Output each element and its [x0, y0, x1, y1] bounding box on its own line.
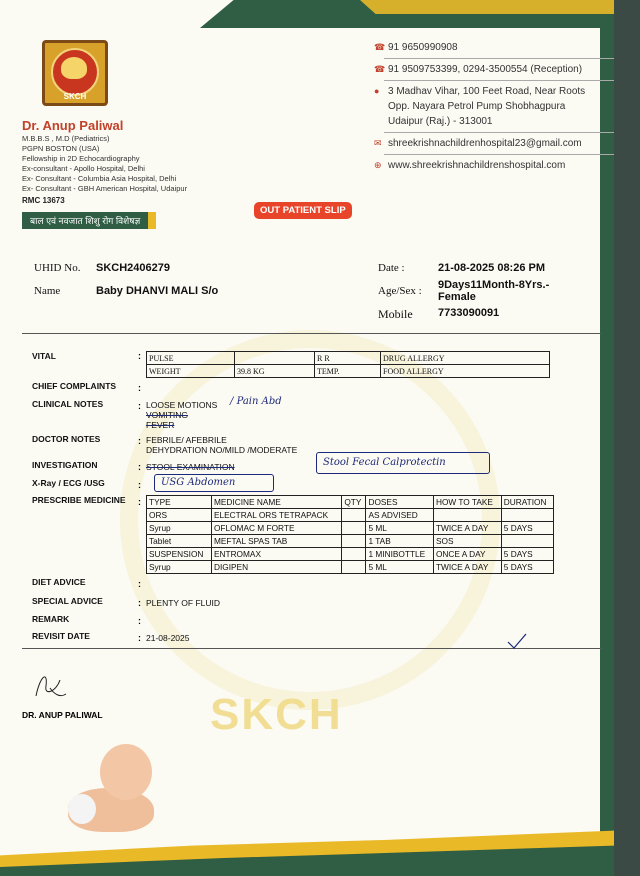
handwritten-investigation: Stool Fecal Calprotectin [316, 452, 490, 474]
table-cell [342, 535, 366, 548]
credential-line: M.B.B.S , M.D (Pediatrics) [22, 134, 110, 143]
table-cell: Syrup [147, 561, 212, 574]
email: shreekrishnachildrenhospital23@gmail.com [388, 138, 582, 149]
phone-icon: ☎ [374, 64, 386, 74]
vital-cell: DRUG ALLERGY [381, 352, 550, 365]
slip-title-badge: OUT PATIENT SLIP [254, 202, 352, 219]
vital-label: VITAL [32, 351, 56, 361]
divider [384, 132, 614, 133]
table-cell: ELECTRAL ORS TETRAPACK [211, 509, 341, 522]
remark-label: REMARK [32, 614, 70, 624]
revisit-label: REVISIT DATE [32, 631, 90, 641]
signature-scribble [30, 666, 70, 702]
note-line: LOOSE MOTIONS [146, 400, 218, 410]
contact-block [374, 40, 614, 175]
table-cell [342, 548, 366, 561]
table-cell: MEFTAL SPAS TAB [211, 535, 341, 548]
table-row [147, 522, 554, 535]
investigation-value: STOOL EXAMINATION [146, 462, 235, 472]
tick-mark [506, 632, 528, 650]
column-header: TYPE [147, 496, 212, 509]
table-cell: OFLOMAC M FORTE [211, 522, 341, 535]
table-row [147, 548, 554, 561]
table-cell: DIGIPEN [211, 561, 341, 574]
website: www.shreekrishnachildrenshospital.com [388, 160, 566, 171]
phone-2: 91 9509753399, 0294-3500554 (Reception) [388, 64, 583, 75]
table-cell: TWICE A DAY [433, 561, 501, 574]
baby-image [68, 744, 160, 834]
table-cell: TWICE A DAY [433, 522, 501, 535]
phone-icon: ☎ [374, 42, 386, 52]
hindi-tagline: बाल एवं नवजात शिशु रोग विशेषज्ञ [22, 212, 156, 229]
vital-cell [235, 352, 315, 365]
table-cell: SOS [433, 535, 501, 548]
agesex-label: Age/Sex : [378, 285, 422, 297]
colon: : [138, 616, 141, 626]
table-cell [342, 522, 366, 535]
prescribe-label: PRESCRIBE MEDICINE [32, 495, 126, 505]
credential-line: Ex- Consultant - Columbia Asia Hospital, Delhi [22, 174, 177, 183]
address-line: Opp. Nayara Petrol Pump Shobhagpura [388, 101, 566, 112]
mobile-value: 7733090091 [438, 307, 500, 319]
globe-icon: ⊕ [374, 160, 382, 170]
name-label: Name [34, 285, 61, 297]
logo-text: SKCH [63, 92, 87, 101]
address [388, 84, 585, 129]
table-row [147, 535, 554, 548]
chief-complaints-label: CHIEF COMPLAINTS [32, 381, 117, 391]
note-line: VOMITING [146, 410, 189, 420]
column-header: DURATION [501, 496, 553, 509]
note-line: DEHYDRATION NO/MILD /MODERATE [146, 445, 298, 455]
sex-value: Female [438, 291, 476, 303]
column-header: DOSES [366, 496, 434, 509]
colon: : [138, 462, 141, 472]
special-advice-label: SPECIAL ADVICE [32, 596, 103, 606]
doctor-name: Dr. Anup Paliwal [22, 118, 124, 133]
colon: : [138, 383, 141, 393]
table-row [147, 365, 550, 378]
vital-cell: PULSE [147, 352, 235, 365]
vital-cell: WEIGHT [147, 365, 235, 378]
divider [384, 154, 614, 155]
doctor-credentials [22, 134, 187, 194]
vital-cell: TEMP. [315, 365, 381, 378]
table-cell [342, 561, 366, 574]
patient-name: Baby DHANVI MALI S/o [96, 285, 219, 297]
table-cell [342, 509, 366, 522]
date-value: 21-08-2025 08:26 PM [438, 262, 546, 274]
table-cell: 5 DAYS [501, 522, 553, 535]
investigation-label: INVESTIGATION [32, 460, 98, 470]
address-line: 3 Madhav Vihar, 100 Feet Road, Near Roots [388, 86, 586, 97]
header-rule [22, 333, 602, 334]
vital-cell: 39.8 KG [235, 365, 315, 378]
column-header: HOW TO TAKE [433, 496, 501, 509]
clinical-notes [146, 400, 217, 430]
table-cell: 1 TAB [366, 535, 434, 548]
diet-advice-label: DIET ADVICE [32, 577, 86, 587]
table-cell: 5 ML [366, 561, 434, 574]
medicine-table [146, 495, 554, 574]
agesex-value [438, 279, 549, 303]
table-cell: 5 ML [366, 522, 434, 535]
table-cell: Syrup [147, 522, 212, 535]
address-line: Udaipur (Raj.) - 313001 [388, 116, 493, 127]
note-line: FEBRILE/ AFEBRILE [146, 435, 227, 445]
doctor-notes-label: DOCTOR NOTES [32, 434, 101, 444]
special-advice-value: PLENTY OF FLUID [146, 598, 220, 608]
divider [384, 58, 614, 59]
handwritten-clinical-note: / Pain Abd [230, 396, 282, 407]
table-cell: 1 MINIBOTTLE [366, 548, 434, 561]
table-cell [501, 535, 553, 548]
location-pin-icon: ● [374, 86, 380, 96]
colon: : [138, 480, 141, 490]
table-cell: ORS [147, 509, 212, 522]
age-value: 9Days11Month-8Yrs.- [438, 279, 550, 291]
baby-head [100, 744, 152, 800]
vital-table [146, 351, 550, 378]
date-label: Date : [378, 262, 405, 274]
table-row [147, 561, 554, 574]
column-header: MEDICINE NAME [211, 496, 341, 509]
mobile-label: Mobile [378, 307, 413, 321]
credential-line: Ex-consultant - Apollo Hospital, Delhi [22, 164, 145, 173]
table-row [147, 352, 550, 365]
table-cell [501, 509, 553, 522]
top-yellow-band [360, 0, 614, 14]
table-cell: AS ADVISED [366, 509, 434, 522]
table-cell [433, 509, 501, 522]
table-cell: ENTROMAX [211, 548, 341, 561]
colon: : [138, 497, 141, 507]
table-header-row [147, 496, 554, 509]
watermark-text: SKCH [210, 690, 343, 739]
column-header: QTY [342, 496, 366, 509]
handwritten-xray: USG Abdomen [154, 474, 274, 492]
baby-diaper [68, 794, 96, 824]
email-icon: ✉ [374, 138, 382, 148]
signature-name: DR. ANUP PALIWAL [22, 710, 103, 720]
table-row [147, 509, 554, 522]
table-cell: Tablet [147, 535, 212, 548]
phone-1: 91 9650990908 [388, 42, 458, 53]
clinical-notes-label: CLINICAL NOTES [32, 399, 104, 409]
colon: : [138, 401, 141, 411]
rmc-number: RMC 13673 [22, 196, 65, 205]
uhid-value: SKCH2406279 [96, 262, 170, 274]
vital-cell: FOOD ALLERGY [381, 365, 550, 378]
hospital-logo [42, 40, 108, 106]
credential-line: PGPN BOSTON (USA) [22, 144, 100, 153]
table-cell: 5 DAYS [501, 548, 553, 561]
credential-line: Ex- Consultant - GBH American Hospital, Udaipur [22, 184, 188, 193]
handwritten-text: Pain Abd [236, 396, 282, 407]
colon: : [138, 633, 141, 643]
table-cell: 5 DAYS [501, 561, 553, 574]
logo-bird-icon [61, 57, 87, 79]
revisit-date-value: 21-08-2025 [146, 633, 190, 643]
credential-line: Fellowship in 2D Echocardiography [22, 154, 140, 163]
doctor-notes [146, 435, 297, 455]
divider [384, 80, 614, 81]
colon: : [138, 351, 141, 361]
colon: : [138, 598, 141, 608]
table-cell: SUSPENSION [147, 548, 212, 561]
xray-label: X-Ray / ECG /USG [32, 478, 105, 488]
vital-cell: R R [315, 352, 381, 365]
colon: : [138, 436, 141, 446]
table-cell: ONCE A DAY [433, 548, 501, 561]
uhid-label: UHID No. [34, 262, 81, 274]
note-line: FEVER [146, 420, 175, 430]
colon: : [138, 579, 141, 589]
